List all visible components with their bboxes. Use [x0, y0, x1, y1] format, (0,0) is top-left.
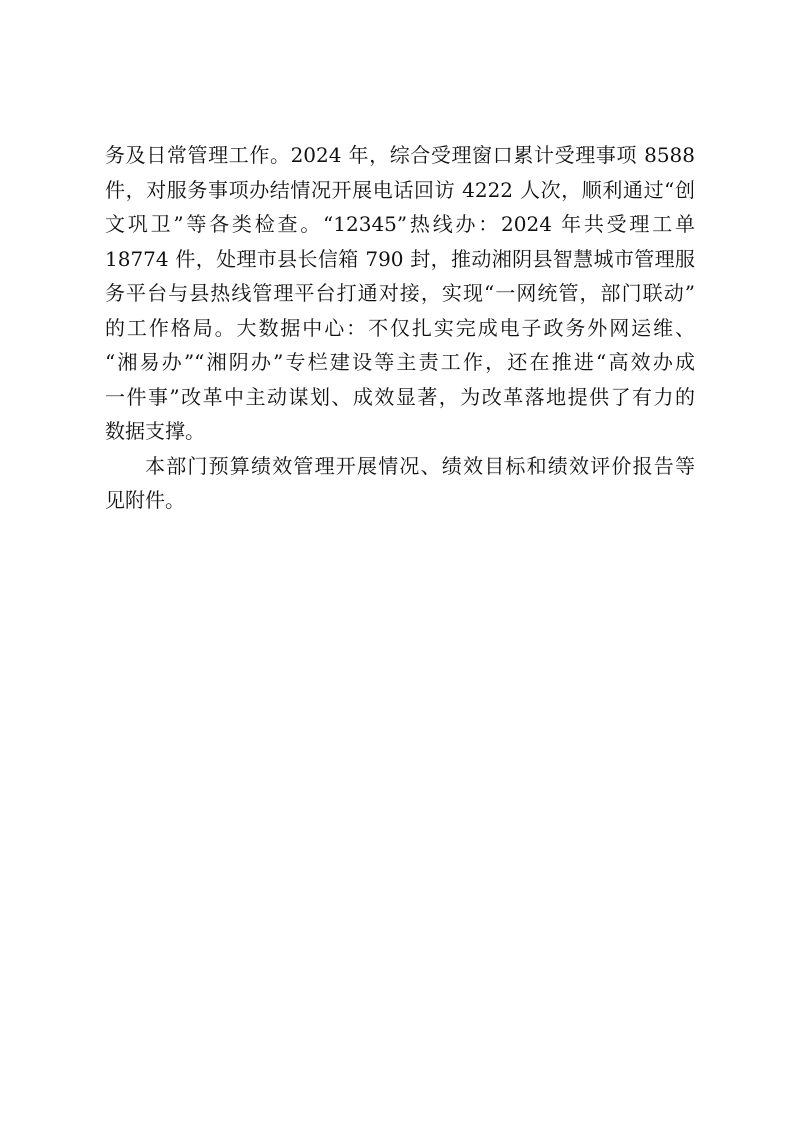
text-line: 的工作格局。大数据中心：不仅扎实完成电子政务外网运维、: [105, 315, 695, 340]
text-line: 18774 件，处理市县长信箱 790 封，推动湘阴县智慧城市管理服: [105, 246, 695, 271]
text-line: 务平台与县热线管理平台打通对接，实现“一网统管，部门联动”: [105, 281, 695, 305]
text-line: 本部门预算绩效管理开展情况、绩效目标和绩效评价报告等: [145, 453, 695, 478]
text-line: 一件事”改革中主动谋划、成效显著，为改革落地提供了有力的: [105, 384, 695, 409]
text-line: 务及日常管理工作。2024 年，综合受理窗口累计受理事项 8588: [105, 143, 695, 167]
text-line: 件，对服务事项办结情况开展电话回访 4222 人次，顺利通过“创: [105, 177, 695, 202]
document-body: [105, 138, 695, 518]
paragraph-work-summary: [105, 138, 695, 449]
text-line: 文巩卫”等各类检查。“12345”热线办：2024 年共受理工单: [105, 212, 695, 236]
text-line: 见附件。: [105, 488, 185, 512]
text-line: “湘易办”“湘阴办”专栏建设等主责工作，还在推进“高效办成: [105, 350, 695, 374]
text-line: 数据支撑。: [105, 419, 205, 443]
paragraph-attachment-note: [105, 449, 695, 518]
